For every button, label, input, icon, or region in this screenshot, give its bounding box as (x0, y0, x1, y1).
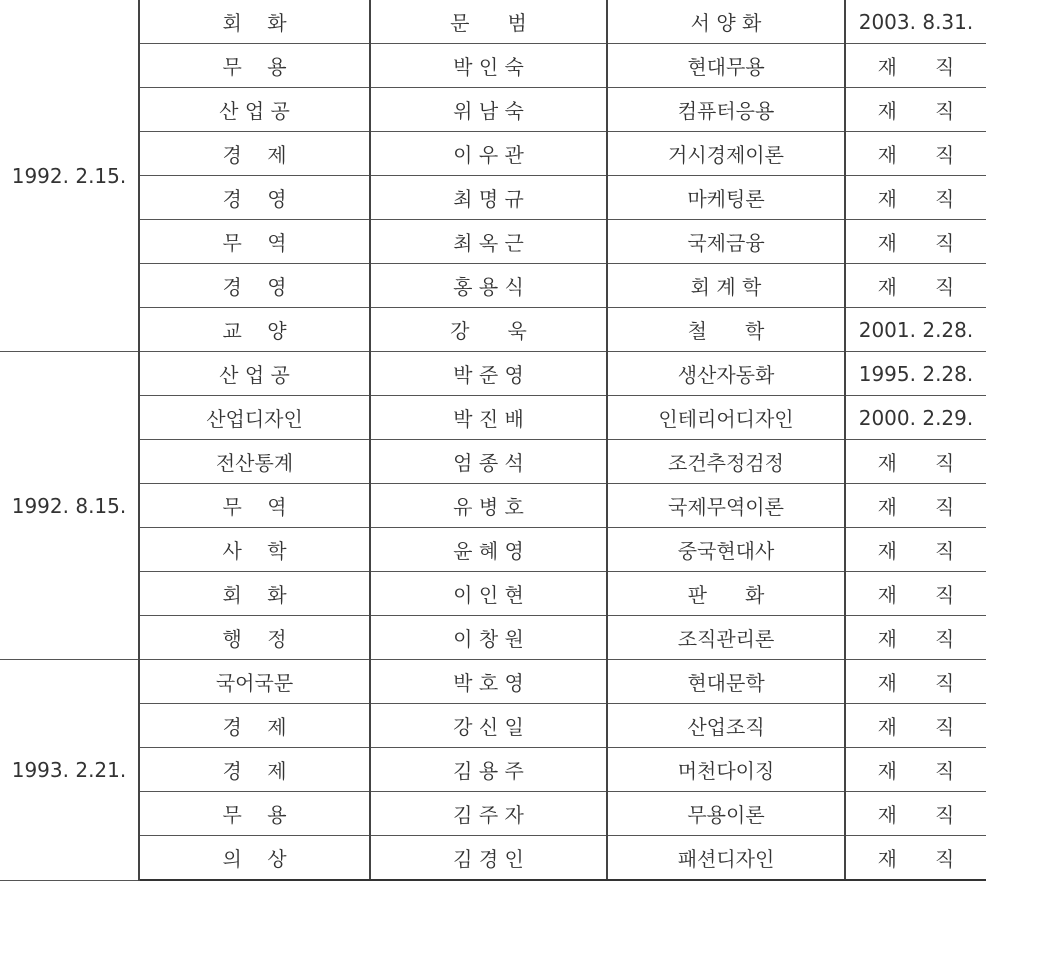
department-cell: 경 제 (139, 748, 370, 792)
field-cell: 무용이론 (607, 792, 845, 836)
department-cell: 회 화 (139, 572, 370, 616)
status-cell: 재 직 (845, 484, 986, 528)
table-row (0, 572, 986, 616)
table-row (0, 792, 986, 836)
field-cell: 조직관리론 (607, 616, 845, 660)
status-cell: 재 직 (845, 660, 986, 704)
status-cell: 재 직 (845, 704, 986, 748)
field-cell: 철 학 (607, 308, 845, 352)
table-row (0, 0, 986, 44)
status-cell: 2003. 8.31. (845, 0, 986, 44)
department-cell: 무 역 (139, 220, 370, 264)
table-row (0, 440, 986, 484)
department-cell: 산업디자인 (139, 396, 370, 440)
table-row (0, 704, 986, 748)
name-cell: 문 범 (370, 0, 607, 44)
name-cell: 박 진 배 (370, 396, 607, 440)
status-cell: 재 직 (845, 748, 986, 792)
status-cell: 재 직 (845, 440, 986, 484)
table-row (0, 220, 986, 264)
name-cell: 이 인 현 (370, 572, 607, 616)
name-cell: 김 경 인 (370, 836, 607, 881)
field-cell: 현대문학 (607, 660, 845, 704)
name-cell: 이 우 관 (370, 132, 607, 176)
department-cell: 경 제 (139, 132, 370, 176)
name-cell: 강 신 일 (370, 704, 607, 748)
appointment-date-cell: 1992. 2.15. (0, 0, 139, 352)
department-cell: 산 업 공 (139, 88, 370, 132)
name-cell: 박 준 영 (370, 352, 607, 396)
status-cell: 재 직 (845, 176, 986, 220)
table-row (0, 660, 986, 704)
status-cell: 1995. 2.28. (845, 352, 986, 396)
department-cell: 회 화 (139, 0, 370, 44)
department-cell: 경 제 (139, 704, 370, 748)
name-cell: 엄 종 석 (370, 440, 607, 484)
department-cell: 무 용 (139, 44, 370, 88)
department-cell: 경 영 (139, 264, 370, 308)
department-cell: 사 학 (139, 528, 370, 572)
field-cell: 마케팅론 (607, 176, 845, 220)
field-cell: 현대무용 (607, 44, 845, 88)
status-cell: 재 직 (845, 616, 986, 660)
table-row (0, 308, 986, 352)
table-row (0, 132, 986, 176)
field-cell: 머천다이징 (607, 748, 845, 792)
field-cell: 회 계 학 (607, 264, 845, 308)
table-row (0, 88, 986, 132)
field-cell: 거시경제이론 (607, 132, 845, 176)
status-cell: 재 직 (845, 132, 986, 176)
appointment-date-cell: 1993. 2.21. (0, 660, 139, 881)
department-cell: 무 용 (139, 792, 370, 836)
table-row (0, 748, 986, 792)
table-row (0, 44, 986, 88)
table-row (0, 484, 986, 528)
name-cell: 홍 용 식 (370, 264, 607, 308)
name-cell: 이 창 원 (370, 616, 607, 660)
status-cell: 재 직 (845, 792, 986, 836)
field-cell: 산업조직 (607, 704, 845, 748)
field-cell: 인테리어디자인 (607, 396, 845, 440)
status-cell: 2000. 2.29. (845, 396, 986, 440)
name-cell: 박 호 영 (370, 660, 607, 704)
status-cell: 재 직 (845, 220, 986, 264)
appointment-date-cell: 1992. 8.15. (0, 352, 139, 660)
field-cell: 서 양 화 (607, 0, 845, 44)
field-cell: 국제금융 (607, 220, 845, 264)
name-cell: 박 인 숙 (370, 44, 607, 88)
field-cell: 판 화 (607, 572, 845, 616)
status-cell: 재 직 (845, 88, 986, 132)
table-row (0, 396, 986, 440)
name-cell: 위 남 숙 (370, 88, 607, 132)
status-cell: 2001. 2.28. (845, 308, 986, 352)
status-cell: 재 직 (845, 264, 986, 308)
table-row (0, 352, 986, 396)
name-cell: 강 욱 (370, 308, 607, 352)
department-cell: 전산통계 (139, 440, 370, 484)
field-cell: 생산자동화 (607, 352, 845, 396)
name-cell: 유 병 호 (370, 484, 607, 528)
table-row (0, 176, 986, 220)
table-row (0, 264, 986, 308)
department-cell: 국어국문 (139, 660, 370, 704)
status-cell: 재 직 (845, 572, 986, 616)
department-cell: 산 업 공 (139, 352, 370, 396)
name-cell: 김 주 자 (370, 792, 607, 836)
name-cell: 윤 혜 영 (370, 528, 607, 572)
department-cell: 경 영 (139, 176, 370, 220)
department-cell: 교 양 (139, 308, 370, 352)
status-cell: 재 직 (845, 836, 986, 881)
field-cell: 패션디자인 (607, 836, 845, 881)
department-cell: 무 역 (139, 484, 370, 528)
department-cell: 행 정 (139, 616, 370, 660)
status-cell: 재 직 (845, 528, 986, 572)
table-row (0, 836, 986, 881)
field-cell: 중국현대사 (607, 528, 845, 572)
field-cell: 컴퓨터응용 (607, 88, 845, 132)
table-row (0, 616, 986, 660)
status-cell: 재 직 (845, 44, 986, 88)
field-cell: 국제무역이론 (607, 484, 845, 528)
table-row (0, 528, 986, 572)
name-cell: 김 용 주 (370, 748, 607, 792)
name-cell: 최 명 규 (370, 176, 607, 220)
department-cell: 의 상 (139, 836, 370, 881)
field-cell: 조건추정검정 (607, 440, 845, 484)
name-cell: 최 옥 근 (370, 220, 607, 264)
